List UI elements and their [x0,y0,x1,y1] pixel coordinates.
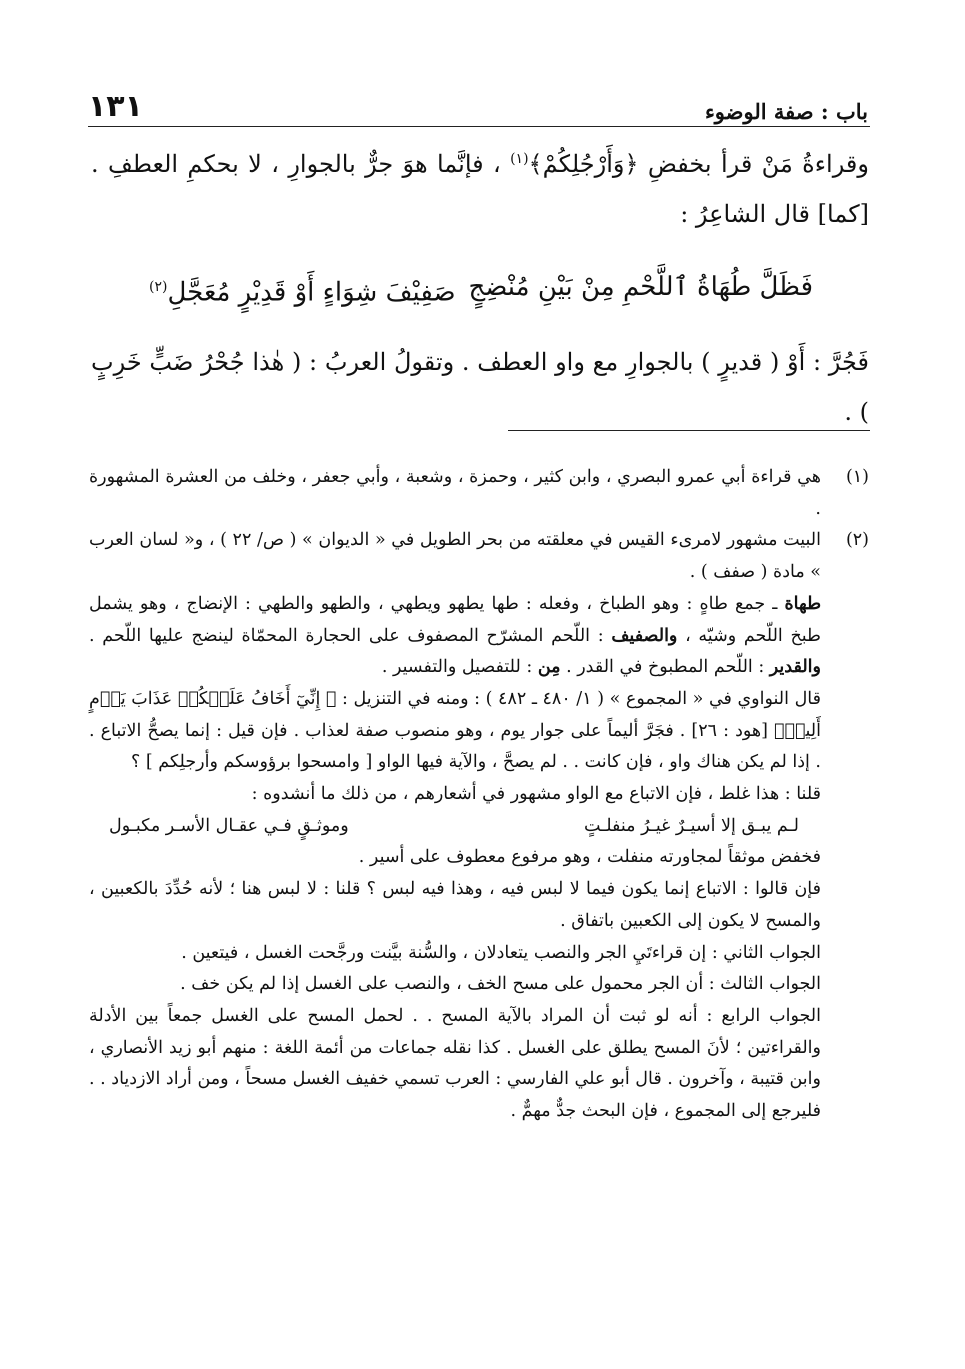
term-min: مِن [537,657,561,678]
footnote-divider [508,430,870,431]
third-answer: الجواب الثالث : أن الجر محمول على مسح الخف ، والنصب على الغسل إذا لم يكن خف . [180,974,821,995]
footnote-2-number: (٢) [845,530,869,551]
term-qadir: والقدير [769,657,821,678]
footnote-ref-2: (٢) [149,279,168,295]
def-tuhat: ـ جمع طاهٍ : وهو الطباخ ، وفعله : طها يطهو ويطهي ، والطهو والطهي : الإنضاج ، وهو يشمل طبخ اللّحم وشيّه ، [89,593,821,646]
term-safif: والصفيف [611,625,678,646]
poetry-verse [149,257,813,323]
verse-second-hemistich: صَفِيْفَ شِوَاءٍ أَوْ قَدِيْرٍ مُعَجَّلِ [167,277,456,308]
footnote-ref-1: (١) [510,151,529,167]
chapter-title: باب : صفة الوضوء [704,99,868,124]
footnote-2 [89,525,869,588]
term-tuhat: طهاة [784,593,821,614]
def-safif: : اللّحم المشرّح المصفوف على الحجارة المحمّاة لينضج عليها اللّحم . [89,625,612,646]
footnote-1-text: هي قراءة أبي عمرو البصري ، وابن كثير ، وحمزة ، وشعبة ، وأبي جعفر ، وخلف من العشرة المشهورة . [89,467,821,519]
verse-first-hemistich: فَظَلَّ طُهَاةُ ٱللَّحْمِ مِنْ بَيْنِ مُنْضِجٍ [468,272,813,302]
objection-paragraph: فإن قالوا : الاتباع إنما يكون فيما لا لبس فيه ، وهذا فيه لبس ؟ قلنا : لا لبس هنا ؛ لأنه حُدِّدَ بالكعبين ، والمسح لا يكون إلى الكعبين باتفاق . [89,879,821,931]
def-qadir: : اللّحم المطبوخ في القدر . [560,657,770,678]
cited-verse [89,811,869,843]
definitions [89,589,869,684]
answer-paragraph: قلنا : هذا غلط ، فإن الاتباع مع الواو مشهور في أشعارهم ، من ذلك ما أنشدوه : [251,784,821,805]
second-answer: الجواب الثاني : إن قراءتَيِ الجر والنصب يتعادلان ، والسُّنة بيَّنت ورجَّحت الغسل ، فيتعين . [181,942,821,963]
header-divider [88,126,870,127]
main-text [91,134,869,437]
nawawi-quote: قال النواوي في « المجموع » ( ١/ ٤٨٠ ـ ٤٨٢ ) : ومنه في التنزيل : ﴿ إِنِّيٓ أَخَافُ عَلَيۡكُمۡ عَذَابَ يَوۡمٍ أَلِيمٖ﴾ [هود : ٢٦] . فجَرَّ أليماً على جوار يوم ، وهو منصوب صفة لعذاب . فإن قيل : إنما يصحُّ الاتباع . . إذا لم يكن هناك واو ، فإن كانت . . لم يصحَّ ، والآية فيها الواو [ وامسحوا برؤوسكم وأرجلِكم ] ؟ [89,688,821,773]
main-paragraph-1 [91,134,869,239]
footnote-1 [89,462,869,525]
after-verse: فخفض موثقاً لمجاورته منفلت ، وهو مرفوع معطوف على أسير . [358,847,821,868]
main-paragraph-1-start: وقراءةُ مَنْ قرأ بخفضِ ﴿وَأَرْجُلِكُمْ﴾ [528,150,869,178]
footnote-1-number: (١) [845,467,869,487]
footnotes [89,462,869,1128]
cited-verse-first: لـم يبـق إلا أسيـرٌ غيـرُ منفلـتٍ [583,815,799,836]
running-header [88,84,868,124]
page-number: ١٣١ [88,89,143,124]
verse-second-hemistich-wrap [149,257,456,323]
fourth-answer: الجواب الرابع : أنه لو ثبت أن المراد بالآية المسح . . لحمل المسح على الغسل جمعاً بين الأدلة والقراءتين ؛ لأنَ المسح يطلق على الغسل . كذا نقله جماعات من أئمة اللغة : منهم أبو زيد الأنصاري ، وابن قتيبة ، وآخرون . قال أبو علي الفارسي : العرب تسمي خفيف الغسل مسحاً ، ومن أراد الازدياد . . فليرجع إلى المجموع ، فإن البحث جدٌّ مهمٌّ . [89,1005,821,1122]
def-min: : للتفصيل والتفسير . [381,657,538,678]
cited-verse-second: وموثـقٍ فـي عقـال الأسـر مكبـول [109,815,349,836]
footnote-2-text: البيت مشهور لامرىء القيس في معلقته من بحر الطويل في « الديوان » ( ص/ ٢٢ ) ، و« لسان العرب » مادة ( صفف ) . [89,530,822,583]
main-paragraph-2: فَجُرَّ : أَوْ ( قديرٍ ) بالجوارِ مع واو العطف . وتقولُ العربُ : ( هٰذا جُحْرُ ضَبٍّ خَرِبٍ ) . [91,347,869,426]
main-paragraph-1-end: ، فإنَّما هوَ جرٌّ بالجوارِ ، لا بحكمِ العطفِ . [كما] قال الشاعِرُ : [91,150,869,228]
